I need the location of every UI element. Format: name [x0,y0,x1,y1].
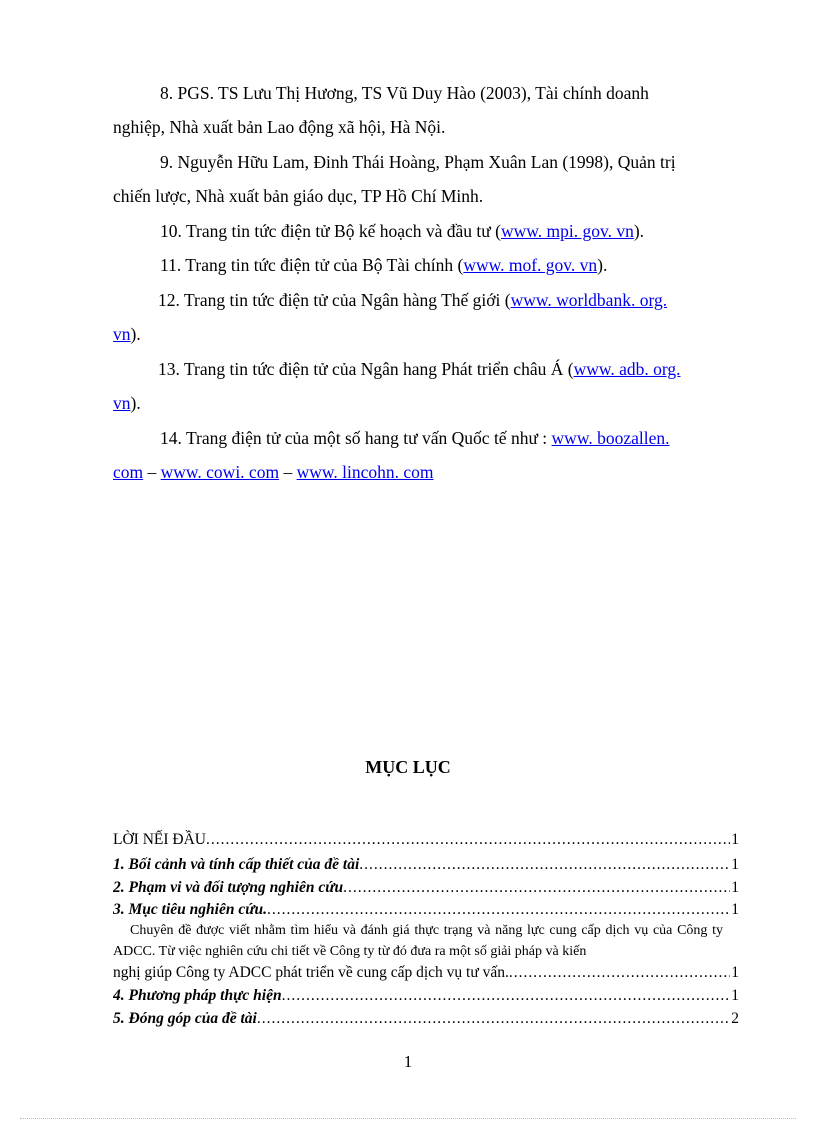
reference-link[interactable]: www. adb. org. [573,359,681,379]
toc-label: 4. Phương pháp thực hiện [113,987,282,1004]
toc-page-number: 1 [731,831,739,848]
toc-row[interactable] [113,985,739,1007]
reference-text-end: ). [130,324,141,344]
toc-row[interactable] [113,962,739,984]
reference-14 [113,421,727,489]
reference-link[interactable]: www. lincohn. com [296,462,434,482]
reference-text-end: ). [130,393,141,413]
reference-13 [113,352,727,420]
toc-label: 2. Phạm vi và đối tượng nghiên cứu [113,879,344,896]
toc-leader [509,962,730,984]
toc-label: LỜI NẾI ĐẦU [113,831,206,848]
toc-row[interactable] [113,877,739,899]
reference-link[interactable]: www. mpi. gov. vn [500,221,634,241]
reference-link[interactable]: www. cowi. com [160,462,280,482]
reference-number: 9. [160,152,174,172]
reference-text: Trang tin tức điện tử của Ngân hang Phát triển châu Á ( [183,359,574,379]
reference-text-end: ). [597,255,608,275]
reference-link-cont[interactable]: vn [113,324,131,344]
reference-number: 12. [158,290,180,310]
reference-number: 11. [160,255,182,275]
toc-leader [282,985,731,1007]
toc-leader [359,854,730,876]
reference-link-cont[interactable]: vn [113,393,131,413]
toc-row[interactable] [113,854,739,876]
reference-11 [113,248,727,282]
reference-link[interactable]: www. boozallen. [551,428,670,448]
reference-9 [113,145,727,213]
reference-text-end: ). [633,221,645,241]
toc-page-number: 2 [731,1010,739,1027]
toc-label: 1. Bối cảnh và tính cấp thiết của đề tài [113,856,360,873]
toc-page-number: 1 [731,901,739,918]
page-number: 1 [403,1052,413,1071]
toc-page-number: 1 [731,856,739,873]
toc-label: 5. Đóng góp của đề tài [113,1010,257,1027]
reference-10 [113,214,727,248]
reference-8 [113,76,727,144]
toc-page-number: 1 [731,987,739,1004]
reference-text-cont: chiến lược, Nhà xuất bản giáo dục, TP Hồ Chí Minh. [113,186,484,206]
reference-number: 13. [158,359,180,379]
reference-text: Trang tin tức điện tử của Ngân hàng Thế giới ( [183,290,511,310]
toc-page-number: 1 [731,879,739,896]
reference-12 [113,283,727,351]
separator: – [143,462,161,482]
toc-row[interactable] [113,1008,739,1030]
toc-row[interactable] [113,829,739,851]
reference-text: PGS. TS Lưu Thị Hương, TS Vũ Duy Hào (2003), Tài chính doanh [177,83,649,103]
page-bottom-rule [20,1118,796,1119]
reference-number: 10. [160,221,182,241]
toc-row[interactable] [113,899,739,921]
reference-text: Trang tin tức điện tử Bộ kế hoạch và đầu tư ( [185,221,501,241]
toc-label: nghị giúp Công ty ADCC phát triển về cung cấp dịch vụ tư vấn. [113,964,509,981]
toc-sub-paragraph: Chuyên đề được viết nhằm tìm hiểu và đánh giá thực trạng và năng lực cung cấp dịch vụ của Công ty ADCC. Từ việc nghiên cứu chi tiết về Công ty từ đó đưa ra một số giải pháp và kiến [113,923,723,959]
separator: – [279,462,297,482]
reference-text: Nguyễn Hữu Lam, Đinh Thái Hoàng, Phạm Xuân Lan (1998), Quản trị [177,152,676,172]
toc-leader [343,877,730,899]
toc-leader [257,1008,730,1030]
toc-title: MỤC LỤC [365,757,451,777]
reference-link[interactable]: www. mof. gov. vn [463,255,598,275]
toc-page-number: 1 [731,964,739,981]
reference-number: 14. [160,428,182,448]
reference-number: 8. [160,83,174,103]
toc-leader [267,899,730,921]
toc-label: 3. Mục tiêu nghiên cứu. [113,901,267,918]
reference-link-cont[interactable]: com [113,462,144,482]
reference-text-cont: nghiệp, Nhà xuất bản Lao động xã hội, Hà Nội. [113,117,446,137]
toc-leader [206,829,730,851]
reference-text: Trang tin tức điện tử của Bộ Tài chính ( [185,255,464,275]
reference-link[interactable]: www. worldbank. org. [510,290,668,310]
reference-text: Trang điện tử của một số hang tư vấn Quốc tế như : [185,428,552,448]
